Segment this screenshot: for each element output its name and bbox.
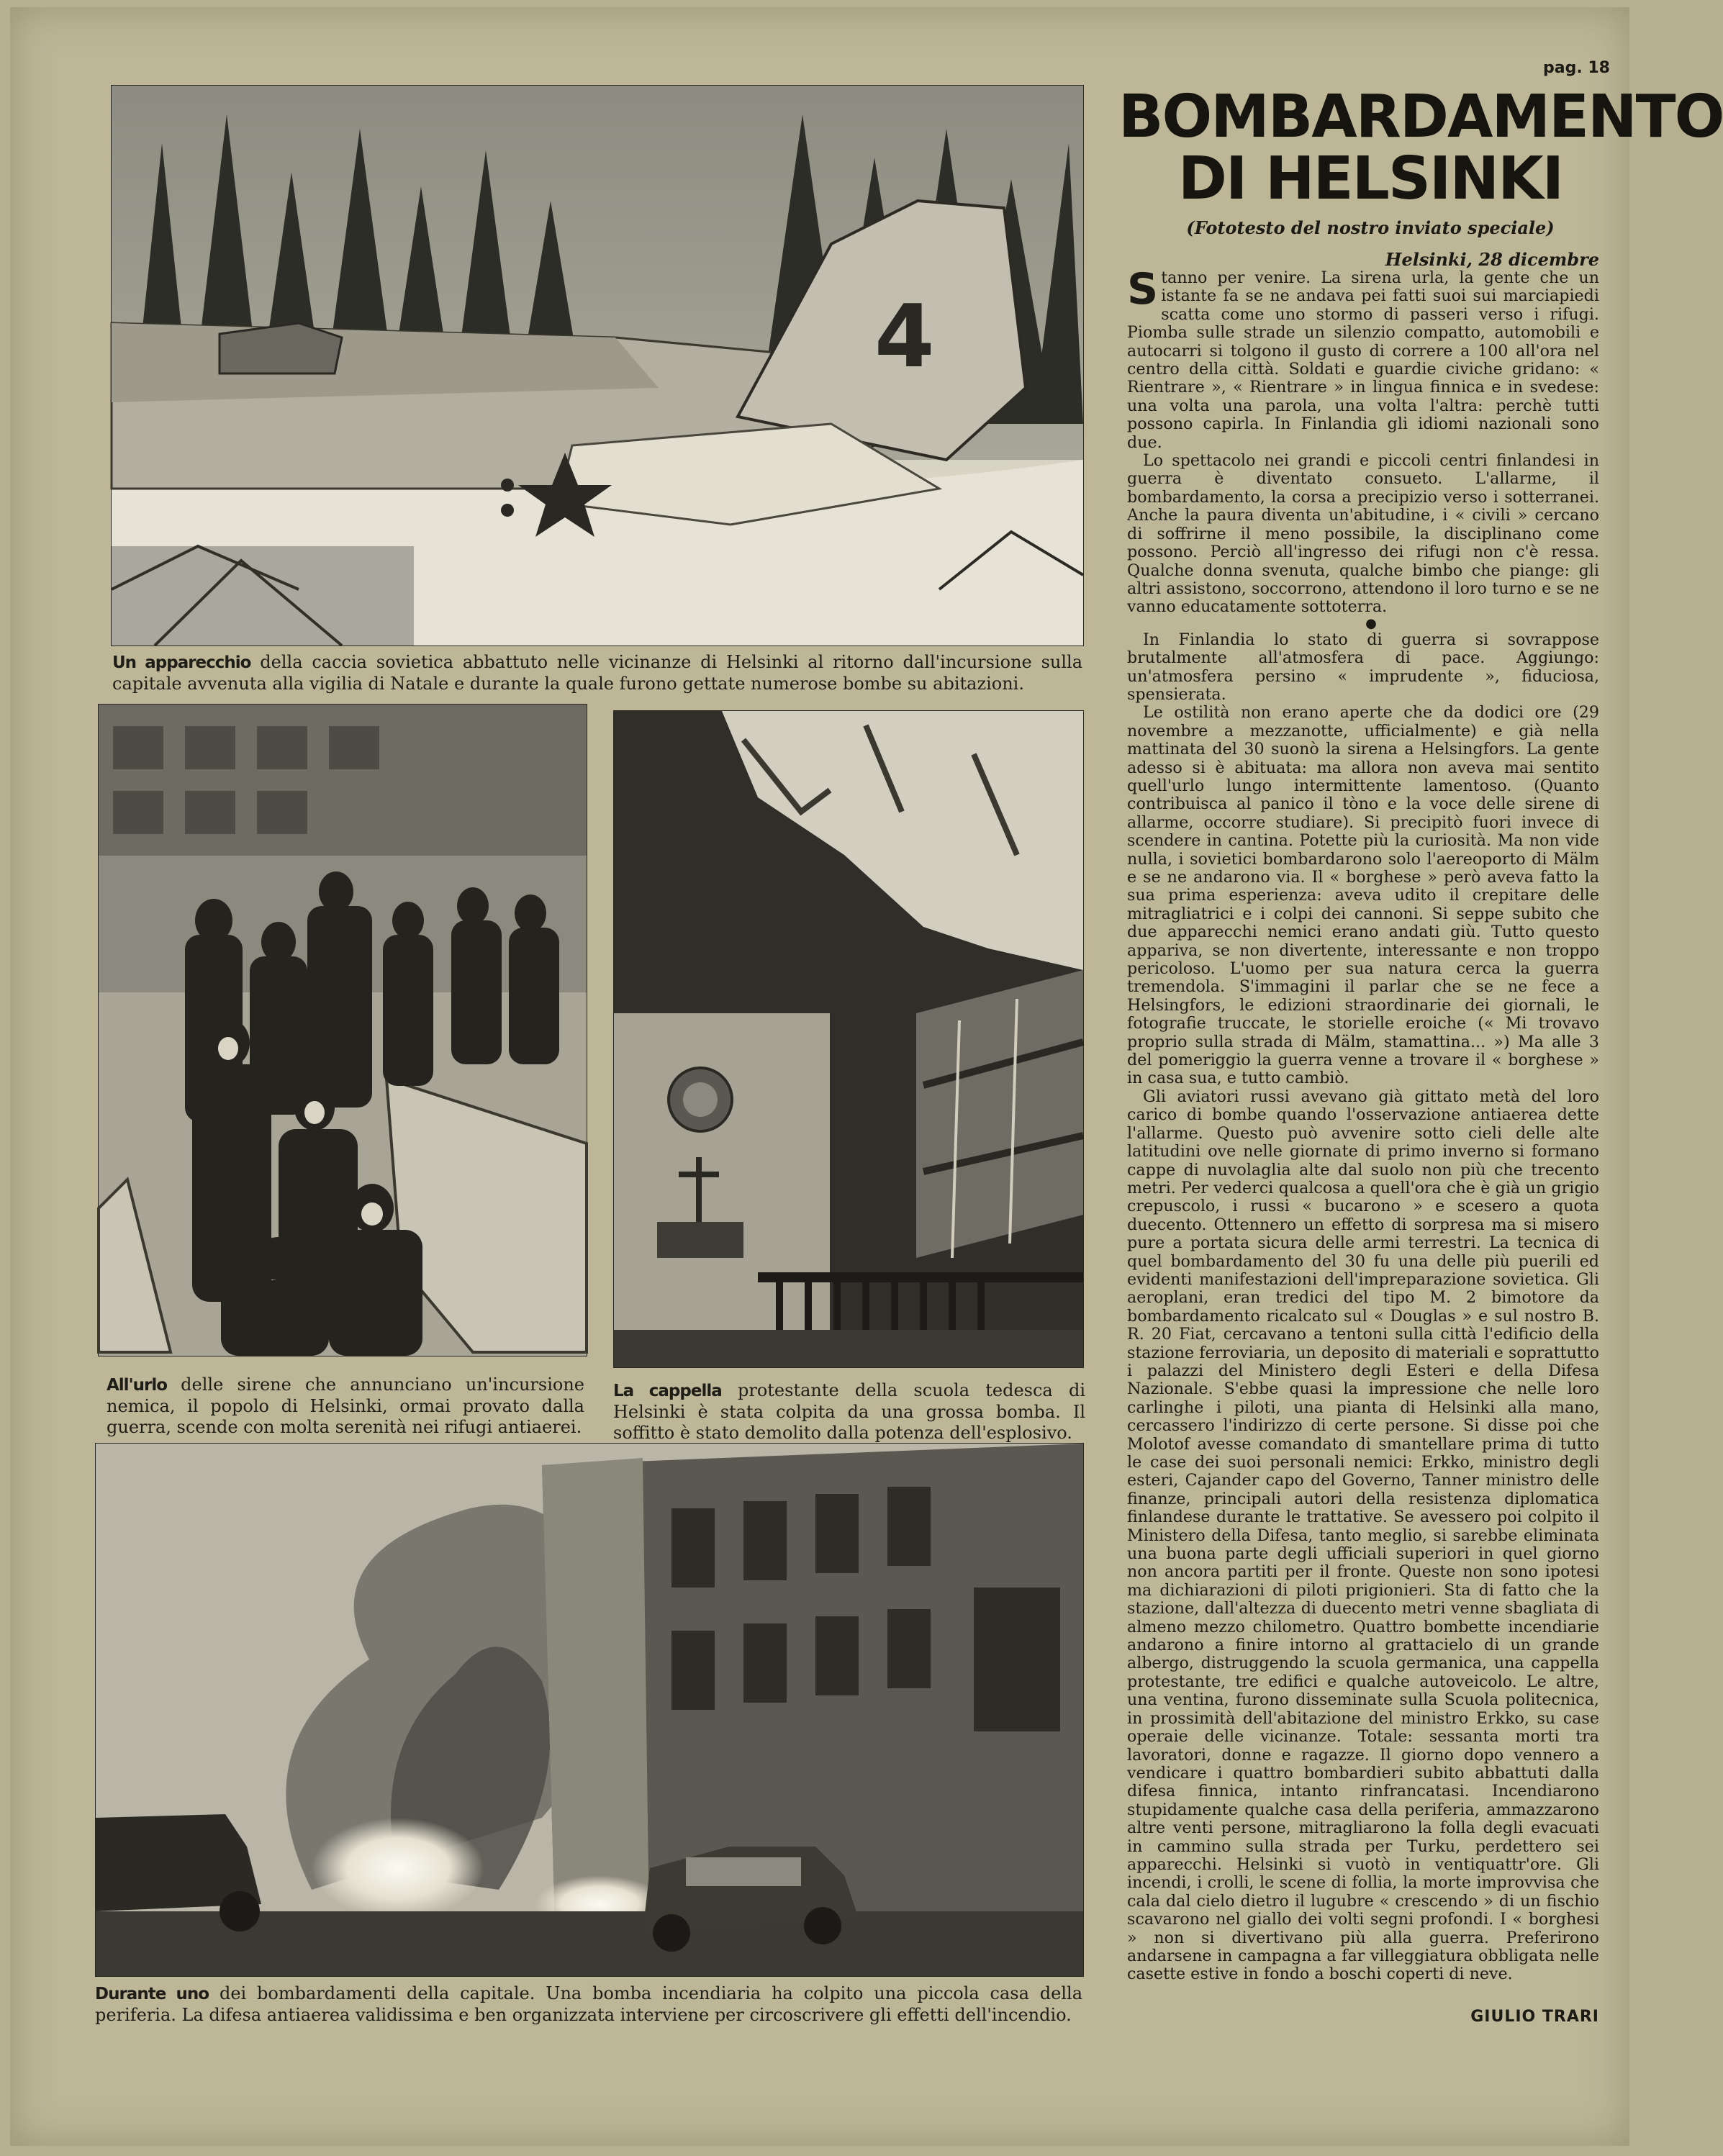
caption-crowd (107, 1374, 584, 1438)
page-number: pag. 18 (1543, 59, 1610, 77)
headline (1118, 83, 1723, 213)
caption-chapel-text: protestante della scuola tedesca di Helsinki è stata colpita da una grossa bomba. Il soffitto è stato demolito dalla potenza dell'esplosivo. (613, 1380, 1086, 1443)
byline: GIULIO TRARI (1470, 2008, 1599, 2026)
headline-line-1: BOMBARDAMENTO (1118, 83, 1723, 151)
dateline: Helsinki, 28 dicembre (1385, 249, 1599, 270)
headline-line-2: DI HELSINKI (1177, 145, 1563, 213)
article-paragraph: Stanno per venire. La sirena urla, la gente che un istante fa se ne andava pei fatti suoi sui marciapiedi scatta come uno stormo di passeri verso i rifugi. Piomba sulle strade un silenzio compatto, automobili e autocarri si tolgono il gusto di correre a 100 all'ora nel centro della città. Soldati e guardie civiche gridano: « Rientrare », « Rientrare » in lingua finnica e in svedese: una volta una parola, una volta l'altra: perchè tutti possono capirla. In Finlandia gli idiomi nazionali sono due. (1127, 264, 1599, 452)
photo-chapel (613, 710, 1084, 1368)
photo-fire (95, 1443, 1084, 1977)
caption-chapel (613, 1380, 1085, 1444)
article-paragraph: Lo spettacolo nei grandi e piccoli centri finlandesi in guerra è diventato consueto. L'allarme, il bombardamento, la corsa a precipizio verso i sotterranei. Anche la paura diventa un'abitudine, i « civili » cercano di soffrirne il meno possibile, la disciplinano come possono. Perciò all'ingresso dei rifugi non c'è ressa. Qualche donna svenuta, qualche bimbo che piange: gli altri assistono, soccorrono, attendono il loro turno e se ne vanno educatamente sottoterra. (1127, 451, 1599, 617)
caption-crowd-text: delle sirene che annunciano un'incursione nemica, il popolo di Helsinki, ormai provato dalla guerra, scende con molta serenità nei rifugi antiaerei. (107, 1374, 584, 1437)
tail-number-text: 4 (874, 287, 935, 387)
article-body (1127, 264, 1599, 1984)
photo-downed-plane (111, 85, 1084, 646)
article-paragraph: Le ostilità non erano aperte che da dodici ore (29 novembre a mezzanotte, ufficialmente) e già nella mattinata del 30 suonò la sirena a Helsingfors. La gente adesso si è abituata: ma allora non aveva mai sentito quell'urlo lungo intermittente lamentoso. (Quanto contribuisca al panico il tòno e la voce delle sirene di allarme, occorre studiare). Si precipitò fuori invece di scendere in cantina. Potette più la curiosità. Ma non vide nulla, i sovietici bombardarono solo l'aereoporto di Mälm e se ne andarono via. Il « borghese » però aveva fatto la sua prima esperienza: aveva udito il crepitare delle mitragliatrici e i colpi dei cannoni. Si seppe subito che due apparecchi nemici erano andati giù. Tutto questo appariva, se non divertente, interessante e non troppo pericoloso. L'uomo per sua natura cerca la guerra tremendola. S'immagini il parlar che se ne fece a Helsingfors, le edizioni straordinarie dei giornali, le fotografie truccate, le storielle eroiche (« Mi trovavo proprio sulla strada di Mälm, stamattina... ») Ma alle 3 del pomeriggio la guerra venne a trovare il « borghese » in casa sua, e tutto cambiò. (1127, 703, 1599, 1088)
article-paragraph: Gli aviatori russi avevano già gittato metà del loro carico di bombe quando l'osservazione antiaerea dette l'allarme. Questo può avvenire sotto cieli delle alte latitudini ove nelle giornate di primo inverno si formano cappe di nuvolaglia alte dal suolo non più che trecento metri. Per vederci qualcosa a quell'ora che è già un grigio crepuscolo, i russi « bucarono » e scesero a quota duecento. Ottennero un effetto di sorpresa ma si misero pure a portata sicura delle armi terrestri. La tecnica di quel bombardamento del 30 fu una delle più puerili ed evidenti manifestazioni dell'impreparazione sovietica. Gli aeroplani, eran tredici del tipo M. 2 bimotore da bombardamento ricalcato sul « Douglas » e sul nostro B. R. 20 Fiat, cercavano a tentoni sulla città l'edificio della stazione ferroviaria, un deposito di materiali e soprattutto i palazzi del Ministero degli Esteri e della Difesa Nazionale. S'ebbe quasi la impressione che nelle loro carlinghe i piloti, una pianta di Helsinki alla mano, cercassero l'indirizzo di certe persone. Si disse poi che Molotof avesse comandato di smantellare prima di tutto le case dei suoi personali nemici: Erkko, ministro degli esteri, Cajander capo del Governo, Tanner ministro delle finanze, principali autori della resistenza diplomatica finlandese durante le trattative. Se avessero poi colpito il Ministero della Difesa, tanto meglio, si sarebbe eliminata una buona parte degli ufficiali superiori in quel giorno non ancora partiti per il fronte. Queste non sono ipotesi ma dichiarazioni di piloti prigionieri. Sta di fatto che la stazione, dall'altezza di duecento metri venne sbagliata di almeno mezzo chilometro. Quattro bombette incendiarie andarono a finire intorno al grattacielo di un grande albergo, distruggendo la scuola germanica, una cappella protestante, tre edifici e qualche autoveicolo. Le altre, una ventina, furono disseminate sulla Scuola politecnica, in prossimità dell'abitazione del ministro Erkko, su case operaie delle vicinanze. Totale: sessanta morti tra lavoratori, donne e ragazze. Il giorno dopo vennero a vendicare i quattro bombardieri subito abbattuti dalla difesa finnica, intanto rinfrancatasi. Incendiarono stupidamente qualche casa della periferia, ammazzarono altre venti persone, mitragliarono la folla degli evacuati in cammino sulla strada per Turku, perdettero sei apparecchi. Helsinki si vuotò in ventiquattr'ore. Gli incendi, i crolli, le scene di follia, la morte improvvisa che cala dal cielo dietro il lugubre « crescendo » di un fischio scavarono nel giallo dei volti segni profondi. I « borghesi » non si divertivano più alla guerra. Preferirono andarsene in campagna a far villeggiatura obbligata nelle casette estive in fondo a boschi coperti di neve. (1127, 1087, 1599, 1984)
caption-fire-text: dei bombardamenti della capitale. Una bomba incendiaria ha colpito una piccola casa della periferia. La difesa antiaerea validissima e ben organizzata interviene per circoscrivere gli effetti dell'incendio. (95, 1983, 1083, 2025)
subhead: (Fototesto del nostro inviato speciale) (1186, 217, 1555, 238)
caption-chapel-lead: La cappella (613, 1382, 722, 1400)
caption-plane-text: della caccia sovietica abbattuto nelle vicinanze di Helsinki al ritorno dall'incursione sulla capitale avvenuta alla vigilia di Natale e durante la quale furono gettate numerose bombe su abitazioni. (112, 652, 1082, 694)
photo-crowd-shelter (98, 704, 587, 1356)
article-paragraph: In Finlandia lo stato di guerra si sovrappose brutalmente all'atmosfera di pace. Aggiungo: un'atmosfera persino « imprudente », fiduciosa, spensierata. (1127, 630, 1599, 704)
article-separator: ● (1365, 615, 1377, 631)
caption-crowd-lead: All'urlo (107, 1376, 168, 1395)
caption-plane-lead: Un apparecchio (112, 653, 251, 672)
caption-fire (95, 1983, 1082, 2026)
magazine-page (10, 7, 1723, 2146)
caption-plane (112, 652, 1082, 694)
caption-fire-lead: Durante uno (95, 1985, 209, 2003)
